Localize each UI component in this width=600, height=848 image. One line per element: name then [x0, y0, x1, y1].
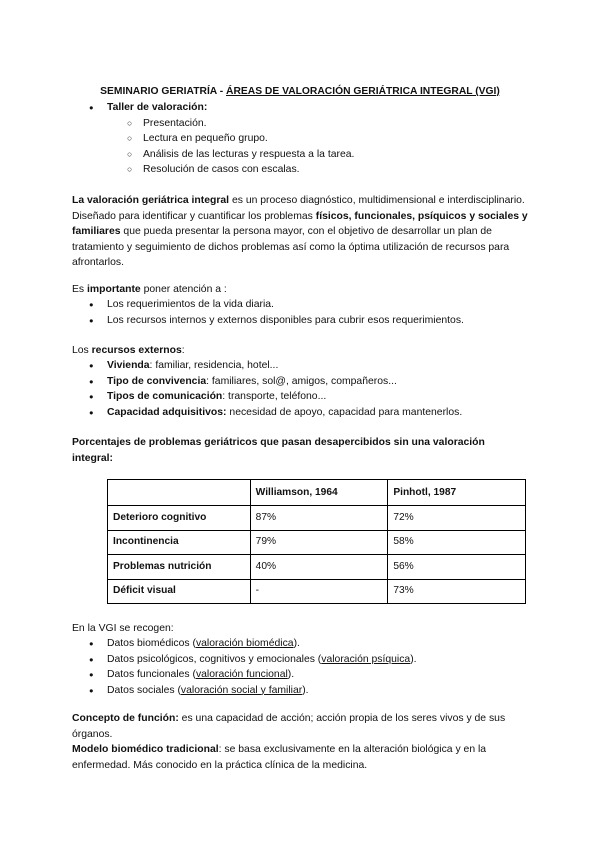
item-text: : familiares, sol@, amigos, compañeros... — [206, 375, 397, 387]
list-item: ○ Presentación. — [72, 116, 530, 132]
item-text: : familiar, residencia, hotel... — [149, 360, 279, 371]
list-item — [72, 683, 530, 699]
table-row — [108, 530, 526, 555]
list-item — [72, 667, 530, 683]
item-text: : transporte, teléfono... — [222, 391, 327, 403]
link-valoracion-psiquica[interactable]: valoración psíquica — [321, 653, 411, 665]
recursos-list — [72, 358, 530, 420]
item-text: necesidad de apoyo, capacidad para mantenerlos. — [226, 406, 463, 418]
list-item — [72, 652, 530, 668]
table-header-row — [108, 480, 526, 506]
table-cell: 87% — [250, 506, 388, 531]
link-valoracion-social[interactable]: valoración social y familiar — [180, 684, 303, 696]
table-cell: Problemas nutrición — [108, 555, 251, 580]
recursos-pre: Los — [72, 345, 92, 356]
table-cell: 40% — [250, 555, 388, 580]
vgi-text-2: que pueda presentar la persona mayor, con el objetivo de desarrollar un plan de tratamiento y seguimiento de dichos problemas así como la óptima utilización de recursos para afrontarlos. — [72, 226, 510, 269]
list-item: ● Los recursos internos y externos disponibles para cubrir esos requerimientos. — [72, 313, 530, 329]
link-valoracion-funcional[interactable]: valoración funcional — [195, 669, 288, 681]
importante-list — [72, 297, 530, 328]
item-label: Vivienda — [107, 360, 150, 371]
vgi-definition-paragraph — [72, 193, 534, 271]
recursos-post: : — [181, 345, 185, 356]
link-valoracion-biomedica[interactable]: valoración biomédica — [195, 638, 294, 649]
table-row — [108, 506, 526, 531]
table-header-cell — [108, 480, 251, 506]
funcion-paragraph — [72, 711, 524, 742]
table-cell: 73% — [388, 579, 526, 604]
table-cell: 56% — [388, 555, 526, 580]
table-header-cell: Williamson, 1964 — [250, 480, 388, 506]
recogen-intro: En la VGI se recogen: — [72, 623, 174, 634]
modelo-bold: Modelo biomédico tradicional — [72, 744, 219, 755]
modelo-paragraph — [72, 742, 524, 773]
item-text: ). — [302, 684, 309, 696]
table-cell: - — [250, 579, 388, 604]
list-item — [72, 389, 530, 405]
item-label: Tipos de comunicación — [107, 391, 223, 403]
vgi-term: La valoración geriátrica integral — [72, 195, 230, 206]
item-text: Datos biomédicos ( — [107, 638, 196, 649]
item-text: Datos psicológicos, cognitivos y emocionales ( — [107, 653, 322, 665]
table-cell: Incontinencia — [108, 530, 251, 555]
funcion-bold: Concepto de función: — [72, 713, 179, 724]
list-item: ○ Lectura en pequeño grupo. — [72, 131, 530, 147]
table-cell: Déficit visual — [108, 579, 251, 604]
importante-post: poner atención a : — [140, 284, 227, 295]
taller-label: Taller de valoración: — [107, 102, 208, 113]
list-item — [72, 405, 530, 421]
title-underlined: ÁREAS DE VALORACIÓN GERIÁTRICA INTEGRAL (VGI) — [226, 86, 500, 97]
vgi-problems: físicos, funcionales, psíquicos y sociales y familiares — [72, 210, 528, 238]
recursos-bold: recursos externos — [91, 345, 182, 356]
table-cell: 79% — [250, 530, 388, 555]
list-item — [72, 100, 530, 116]
item-text: ). — [287, 669, 295, 681]
item-text: ). — [293, 638, 300, 649]
funcion-text: es una capacidad de acción; acción propia de los seres vivos y de sus órganos. — [72, 713, 506, 740]
vgi-text-1: es un proceso diagnóstico, multidimensional e interdisciplinario. Diseñado para identificar y cuantificar los problemas — [72, 195, 525, 222]
taller-section — [72, 100, 530, 178]
importante-paragraph — [72, 282, 530, 298]
item-text: Datos sociales ( — [107, 684, 181, 696]
recursos-paragraph — [72, 343, 530, 359]
table-row — [108, 579, 526, 604]
recogen-list — [72, 636, 530, 698]
item-text: Datos funcionales ( — [107, 669, 196, 681]
item-label: Capacidad adquisitivos: — [107, 406, 227, 418]
table-heading: Porcentajes de problemas geriátricos que pasan desapercibidos sin una valoración integral: — [72, 437, 485, 464]
importante-pre: Es — [72, 284, 88, 295]
modelo-text: : se basa exclusivamente en la alteración biológica y en la enfermedad. Más conocido en la práctica clínica de la medicina. — [72, 744, 487, 771]
list-item: ● Los requerimientos de la vida diaria. — [72, 297, 530, 313]
importante-bold: importante — [87, 284, 141, 295]
list-item — [72, 374, 530, 390]
list-item: ○ Análisis de las lecturas y respuesta a la tarea. — [72, 147, 530, 163]
page-title — [0, 84, 600, 100]
title-prefix: SEMINARIO GERIATRÍA - — [100, 86, 227, 97]
list-item — [72, 636, 530, 652]
table-cell: 58% — [388, 530, 526, 555]
table-cell: 72% — [388, 506, 526, 531]
item-label: Tipo de convivencia — [107, 375, 207, 387]
table-cell: Deterioro cognitivo — [108, 506, 251, 531]
list-item — [72, 358, 530, 374]
item-text: ). — [410, 653, 417, 665]
table-row — [108, 555, 526, 580]
list-item: ○ Resolución de casos con escalas. — [72, 162, 530, 178]
percentages-table — [107, 479, 526, 604]
table-header-cell: Pinhotl, 1987 — [388, 480, 526, 506]
